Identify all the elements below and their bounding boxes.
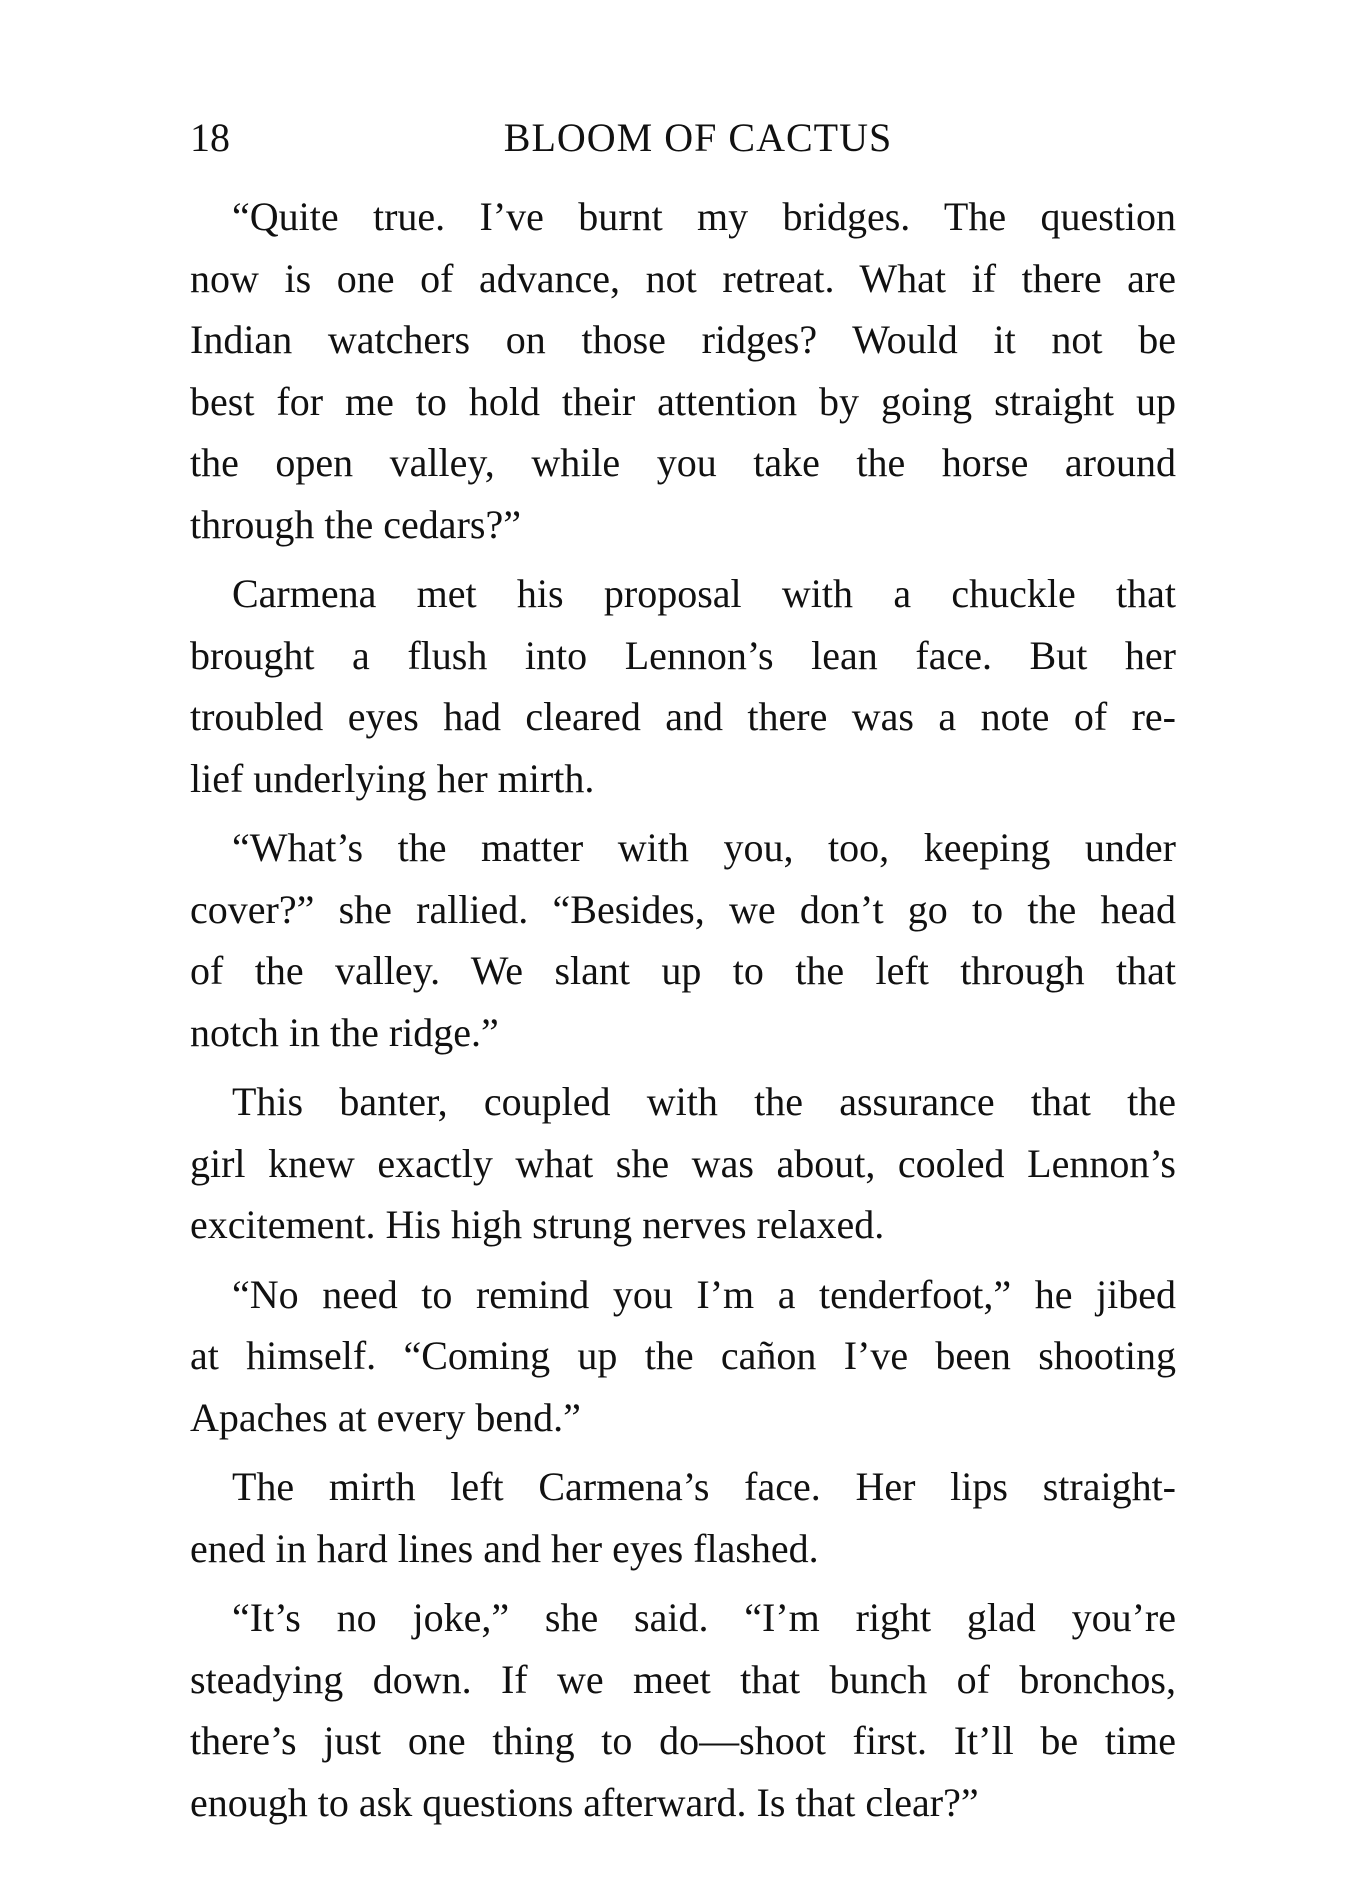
text-line: enough to ask questions afterward. Is that clear?” <box>190 1779 979 1825</box>
text-line: notch in the ridge.” <box>190 1009 499 1055</box>
text-line: troubled eyes had cleared and there was a note of re- <box>190 694 1176 739</box>
text-line: Indian watchers on those ridges? Would it not be <box>190 317 1176 362</box>
paragraph <box>190 817 1176 1063</box>
text-line: excitement. His high strung nerves relaxed. <box>190 1202 885 1247</box>
text-line: lief underlying her mirth. <box>190 755 595 801</box>
text-line: Apaches at every bend.” <box>190 1394 581 1440</box>
text-line: “Quite true. I’ve burnt my bridges. The question <box>232 194 1176 239</box>
paragraph <box>190 1456 1176 1579</box>
text-line: This banter, coupled with the assurance that the <box>232 1079 1176 1124</box>
text-line: “What’s the matter with you, too, keeping under <box>232 825 1176 870</box>
paragraph <box>190 563 1176 809</box>
text-line: the open valley, while you take the horse around <box>190 440 1176 485</box>
text-line: “No need to remind you I’m a tenderfoot,” he jibed <box>232 1271 1176 1317</box>
text-line: cover?” she rallied. “Besides, we don’t go to the head <box>190 886 1176 932</box>
text-line: ened in hard lines and her eyes flashed. <box>190 1525 819 1571</box>
body-text <box>190 186 1176 1841</box>
text-line: The mirth left Carmena’s face. Her lips straight- <box>232 1464 1176 1509</box>
running-head <box>190 108 1176 168</box>
text-line: now is one of advance, not retreat. What if there are <box>190 255 1176 301</box>
text-line: of the valley. We slant up to the left through that <box>190 948 1176 993</box>
paragraph <box>190 1587 1176 1833</box>
paragraph <box>190 1264 1176 1449</box>
text-line: brought a flush into Lennon’s lean face. But her <box>190 632 1176 678</box>
text-line: Carmena met his proposal with a chuckle that <box>232 571 1176 616</box>
text-line: steadying down. If we meet that bunch of bronchos, <box>190 1656 1176 1702</box>
text-line: girl knew exactly what she was about, cooled Lennon’s <box>190 1140 1176 1186</box>
text-line: “It’s no joke,” she said. “I’m right glad you’re <box>232 1595 1176 1640</box>
text-line: best for me to hold their attention by going straight up <box>190 378 1176 424</box>
text-line: through the cedars?” <box>190 501 521 547</box>
paragraph <box>190 186 1176 555</box>
page-number: 18 <box>190 115 230 160</box>
paragraph <box>190 1071 1176 1256</box>
text-line: there’s just one thing to do—shoot first. It’ll be time <box>190 1718 1176 1763</box>
text-line: at himself. “Coming up the cañon I’ve been shooting <box>190 1333 1176 1378</box>
book-title: BLOOM OF CACTUS <box>503 115 893 160</box>
